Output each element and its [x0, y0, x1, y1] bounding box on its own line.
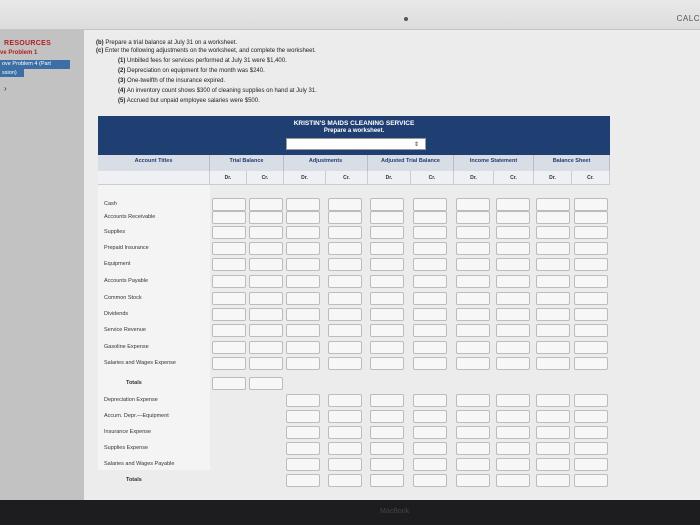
- account-title: Salaries and Wages Payable: [104, 461, 175, 467]
- amount-input[interactable]: [574, 341, 608, 354]
- amount-input[interactable]: [249, 308, 283, 321]
- amount-input[interactable]: [286, 458, 320, 471]
- amount-input[interactable]: [456, 410, 490, 423]
- amount-input[interactable]: [249, 198, 283, 211]
- worksheet-subtitle: Prepare a worksheet.: [323, 128, 385, 134]
- amount-input[interactable]: [328, 258, 362, 271]
- amount-input[interactable]: [212, 242, 246, 255]
- amount-input[interactable]: [574, 426, 608, 439]
- amount-input[interactable]: [413, 258, 447, 271]
- amount-input[interactable]: [574, 242, 608, 255]
- amount-input[interactable]: [496, 357, 530, 370]
- laptop-bezel: [0, 500, 700, 525]
- amount-input[interactable]: [413, 357, 447, 370]
- column-header: Account Titles: [98, 155, 210, 171]
- amount-input[interactable]: [456, 258, 490, 271]
- amount-input[interactable]: [456, 226, 490, 239]
- amount-input[interactable]: [212, 377, 246, 390]
- amount-input[interactable]: [536, 242, 570, 255]
- amount-input[interactable]: [328, 474, 362, 487]
- amount-input[interactable]: [413, 275, 447, 288]
- debit-subheader: Dr.: [454, 171, 494, 185]
- amount-input[interactable]: [249, 377, 283, 390]
- amount-input[interactable]: [370, 341, 404, 354]
- amount-input[interactable]: [574, 442, 608, 455]
- amount-input[interactable]: [249, 292, 283, 305]
- instruction-text: Unbilled fees for services performed at July 31 were $1,400.: [127, 58, 287, 64]
- amount-input[interactable]: [286, 426, 320, 439]
- debit-subheader: Dr.: [284, 171, 326, 185]
- amount-input[interactable]: [536, 458, 570, 471]
- credit-subheader: Cr.: [572, 171, 610, 185]
- amount-input[interactable]: [286, 324, 320, 337]
- amount-input[interactable]: [249, 258, 283, 271]
- amount-input[interactable]: [456, 341, 490, 354]
- sidebar-item-problem-4[interactable]: ove Problem 4 (Part: [0, 60, 70, 69]
- amount-input[interactable]: [496, 474, 530, 487]
- amount-input[interactable]: [496, 211, 530, 224]
- amount-input[interactable]: [370, 211, 404, 224]
- amount-input[interactable]: [286, 242, 320, 255]
- instruction-marker: (2): [118, 68, 126, 74]
- account-title: Depreciation Expense: [104, 397, 158, 403]
- amount-input[interactable]: [536, 442, 570, 455]
- amount-input[interactable]: [456, 292, 490, 305]
- amount-input[interactable]: [370, 292, 404, 305]
- amount-input[interactable]: [212, 258, 246, 271]
- amount-input[interactable]: [286, 442, 320, 455]
- amount-input[interactable]: [413, 474, 447, 487]
- amount-input[interactable]: [536, 258, 570, 271]
- account-title: Service Revenue: [104, 327, 146, 333]
- amount-input[interactable]: [413, 442, 447, 455]
- amount-input[interactable]: [328, 308, 362, 321]
- amount-input[interactable]: [212, 341, 246, 354]
- account-title: Gasoline Expense: [104, 344, 149, 350]
- account-title: Supplies: [104, 229, 126, 235]
- amount-input[interactable]: [328, 394, 362, 407]
- account-title: Accum. Depr.—Equipment: [104, 413, 169, 419]
- amount-input[interactable]: [286, 211, 320, 224]
- debit-subheader: Dr.: [534, 171, 572, 185]
- instruction-text: Depreciation on equipment for the month was $240.: [127, 68, 265, 74]
- amount-input[interactable]: [413, 341, 447, 354]
- amount-input[interactable]: [574, 226, 608, 239]
- amount-input[interactable]: [496, 394, 530, 407]
- column-header: Adjusted Trial Balance: [368, 155, 454, 171]
- amount-input[interactable]: [496, 242, 530, 255]
- amount-input[interactable]: [328, 442, 362, 455]
- amount-input[interactable]: [328, 198, 362, 211]
- amount-input[interactable]: [496, 226, 530, 239]
- instruction-marker: (4): [118, 88, 126, 94]
- amount-input[interactable]: [456, 442, 490, 455]
- amount-input[interactable]: [536, 394, 570, 407]
- amount-input[interactable]: [496, 442, 530, 455]
- account-title: Dividends: [104, 311, 129, 317]
- resources-title[interactable]: RESOURCES: [4, 40, 52, 47]
- amount-input[interactable]: [328, 426, 362, 439]
- account-title: Cash: [104, 201, 117, 207]
- worksheet-company-title: KRISTIN'S MAIDS CLEANING SERVICE: [293, 120, 415, 127]
- account-title: Equipment: [104, 261, 131, 267]
- amount-input[interactable]: [328, 324, 362, 337]
- amount-input[interactable]: [328, 458, 362, 471]
- amount-input[interactable]: [574, 458, 608, 471]
- amount-input[interactable]: [328, 211, 362, 224]
- account-title: Accounts Receivable: [104, 214, 156, 220]
- amount-input[interactable]: [456, 426, 490, 439]
- account-title: Accounts Payable: [104, 278, 149, 284]
- column-header: Balance Sheet: [534, 155, 610, 171]
- amount-input[interactable]: [496, 275, 530, 288]
- amount-input[interactable]: [496, 308, 530, 321]
- amount-input[interactable]: [249, 242, 283, 255]
- instruction-line: [118, 88, 317, 94]
- amount-input[interactable]: [536, 292, 570, 305]
- amount-input[interactable]: [456, 242, 490, 255]
- worksheet-title-input[interactable]: [286, 138, 426, 150]
- amount-input[interactable]: [286, 226, 320, 239]
- amount-input[interactable]: [413, 226, 447, 239]
- account-titles-column: [98, 185, 210, 483]
- credit-subheader: Cr.: [494, 171, 534, 185]
- amount-input[interactable]: [456, 357, 490, 370]
- amount-input[interactable]: [574, 308, 608, 321]
- instruction-marker: (b): [96, 40, 104, 46]
- instruction-line: [118, 58, 287, 64]
- amount-input[interactable]: [413, 410, 447, 423]
- chevron-right-icon[interactable]: ›: [4, 84, 7, 93]
- amount-input[interactable]: [249, 341, 283, 354]
- amount-input[interactable]: [456, 474, 490, 487]
- amount-input[interactable]: [413, 242, 447, 255]
- amount-input[interactable]: [249, 211, 283, 224]
- amount-input[interactable]: [456, 211, 490, 224]
- amount-input[interactable]: [413, 292, 447, 305]
- amount-input[interactable]: [496, 426, 530, 439]
- amount-input[interactable]: [413, 198, 447, 211]
- calculator-button[interactable]: CALC: [676, 14, 700, 23]
- amount-input[interactable]: [328, 357, 362, 370]
- amount-input[interactable]: [212, 226, 246, 239]
- instruction-line: [118, 78, 225, 84]
- amount-input[interactable]: [496, 292, 530, 305]
- instruction-text: Accrued but unpaid employee salaries were $500.: [126, 98, 260, 104]
- amount-input[interactable]: [286, 410, 320, 423]
- amount-input[interactable]: [536, 410, 570, 423]
- amount-input[interactable]: [370, 275, 404, 288]
- resize-icon: ⇕: [413, 142, 419, 148]
- column-header: Income Statement: [454, 155, 534, 171]
- amount-input[interactable]: [496, 324, 530, 337]
- amount-input[interactable]: [370, 394, 404, 407]
- sidebar-item-session[interactable]: ssion): [0, 69, 24, 77]
- amount-input[interactable]: [456, 458, 490, 471]
- amount-input[interactable]: [536, 275, 570, 288]
- amount-input[interactable]: [328, 275, 362, 288]
- instruction-marker: (5): [118, 98, 126, 104]
- worksheet-header: [98, 116, 610, 155]
- amount-input[interactable]: [574, 292, 608, 305]
- amount-input[interactable]: [574, 474, 608, 487]
- amount-input[interactable]: [249, 226, 283, 239]
- amount-input[interactable]: [536, 226, 570, 239]
- column-header: Adjustments: [284, 155, 368, 171]
- account-title: Common Stock: [104, 295, 142, 301]
- amount-input[interactable]: [536, 357, 570, 370]
- amount-input[interactable]: [212, 308, 246, 321]
- amount-input[interactable]: [370, 258, 404, 271]
- instruction-line: [118, 68, 265, 74]
- device-label: MacBook: [380, 508, 410, 515]
- amount-input[interactable]: [496, 341, 530, 354]
- amount-input[interactable]: [286, 474, 320, 487]
- amount-input[interactable]: [286, 394, 320, 407]
- amount-input[interactable]: [496, 198, 530, 211]
- instruction-text: Enter the following adjustments on the worksheet, and complete the worksheet.: [105, 48, 316, 54]
- amount-input[interactable]: [212, 357, 246, 370]
- instruction-marker: (3): [118, 78, 126, 84]
- amount-input[interactable]: [286, 308, 320, 321]
- credit-subheader: Cr.: [326, 171, 368, 185]
- amount-input[interactable]: [249, 275, 283, 288]
- amount-input[interactable]: [286, 258, 320, 271]
- instruction-text: One-twelfth of the insurance expired.: [127, 78, 226, 84]
- amount-input[interactable]: [370, 242, 404, 255]
- amount-input[interactable]: [413, 211, 447, 224]
- instruction-text: Prepare a trial balance at July 31 on a worksheet.: [105, 40, 238, 46]
- amount-input[interactable]: [536, 211, 570, 224]
- amount-input[interactable]: [212, 275, 246, 288]
- resources-sidebar: [0, 30, 84, 500]
- amount-input[interactable]: [496, 458, 530, 471]
- amount-input[interactable]: [286, 198, 320, 211]
- amount-input[interactable]: [370, 442, 404, 455]
- amount-input[interactable]: [456, 324, 490, 337]
- amount-input[interactable]: [286, 292, 320, 305]
- amount-input[interactable]: [370, 410, 404, 423]
- amount-input[interactable]: [328, 292, 362, 305]
- amount-input[interactable]: [413, 394, 447, 407]
- instruction-line: [96, 48, 316, 54]
- debit-subheader: Dr.: [210, 171, 247, 185]
- amount-input[interactable]: [536, 474, 570, 487]
- amount-input[interactable]: [328, 242, 362, 255]
- amount-input[interactable]: [370, 458, 404, 471]
- account-title: Supplies Expense: [104, 445, 149, 451]
- amount-input[interactable]: [413, 308, 447, 321]
- amount-input[interactable]: [370, 226, 404, 239]
- amount-input[interactable]: [212, 292, 246, 305]
- amount-input[interactable]: [328, 341, 362, 354]
- instruction-marker: (1): [118, 58, 126, 64]
- camera-dot: [404, 17, 408, 21]
- amount-input[interactable]: [574, 394, 608, 407]
- amount-input[interactable]: [536, 324, 570, 337]
- credit-subheader: Cr.: [411, 171, 454, 185]
- amount-input[interactable]: [413, 458, 447, 471]
- amount-input[interactable]: [456, 275, 490, 288]
- amount-input[interactable]: [370, 198, 404, 211]
- browser-toolbar: [0, 0, 700, 30]
- instruction-line: [96, 40, 237, 46]
- amount-input[interactable]: [286, 341, 320, 354]
- totals-label: Totals: [126, 380, 142, 386]
- amount-input[interactable]: [249, 324, 283, 337]
- amount-input[interactable]: [370, 474, 404, 487]
- amount-input[interactable]: [574, 275, 608, 288]
- amount-input[interactable]: [456, 198, 490, 211]
- amount-input[interactable]: [456, 394, 490, 407]
- amount-input[interactable]: [413, 324, 447, 337]
- amount-input[interactable]: [212, 198, 246, 211]
- amount-input[interactable]: [574, 410, 608, 423]
- amount-input[interactable]: [574, 211, 608, 224]
- amount-input[interactable]: [212, 324, 246, 337]
- credit-subheader: Cr.: [247, 171, 284, 185]
- amount-input[interactable]: [574, 198, 608, 211]
- amount-input[interactable]: [536, 426, 570, 439]
- column-header: Trial Balance: [210, 155, 284, 171]
- amount-input[interactable]: [574, 258, 608, 271]
- amount-input[interactable]: [286, 357, 320, 370]
- amount-input[interactable]: [328, 226, 362, 239]
- account-title: Insurance Expense: [104, 429, 152, 435]
- debit-subheader: Dr.: [368, 171, 411, 185]
- amount-input[interactable]: [370, 357, 404, 370]
- sidebar-item-problem-1[interactable]: ve Problem 1: [0, 50, 38, 56]
- amount-input[interactable]: [536, 341, 570, 354]
- subheader-blank: [98, 171, 210, 185]
- account-title: Prepaid Insurance: [104, 245, 149, 251]
- amount-input[interactable]: [574, 357, 608, 370]
- amount-input[interactable]: [574, 324, 608, 337]
- account-title: Salaries and Wages Expense: [104, 360, 176, 366]
- amount-input[interactable]: [370, 308, 404, 321]
- instruction-line: [118, 98, 260, 104]
- amount-input[interactable]: [370, 324, 404, 337]
- amount-input[interactable]: [413, 426, 447, 439]
- instruction-text: An inventory count shows $300 of cleaning supplies on hand at July 31.: [126, 88, 317, 94]
- amount-input[interactable]: [456, 308, 490, 321]
- amount-input[interactable]: [536, 308, 570, 321]
- amount-input[interactable]: [212, 211, 246, 224]
- amount-input[interactable]: [496, 410, 530, 423]
- amount-input[interactable]: [249, 357, 283, 370]
- amount-input[interactable]: [328, 410, 362, 423]
- amount-input[interactable]: [286, 275, 320, 288]
- totals-label: Totals: [126, 477, 142, 483]
- amount-input[interactable]: [536, 198, 570, 211]
- amount-input[interactable]: [496, 258, 530, 271]
- amount-input[interactable]: [370, 426, 404, 439]
- instruction-marker: (c): [96, 48, 104, 54]
